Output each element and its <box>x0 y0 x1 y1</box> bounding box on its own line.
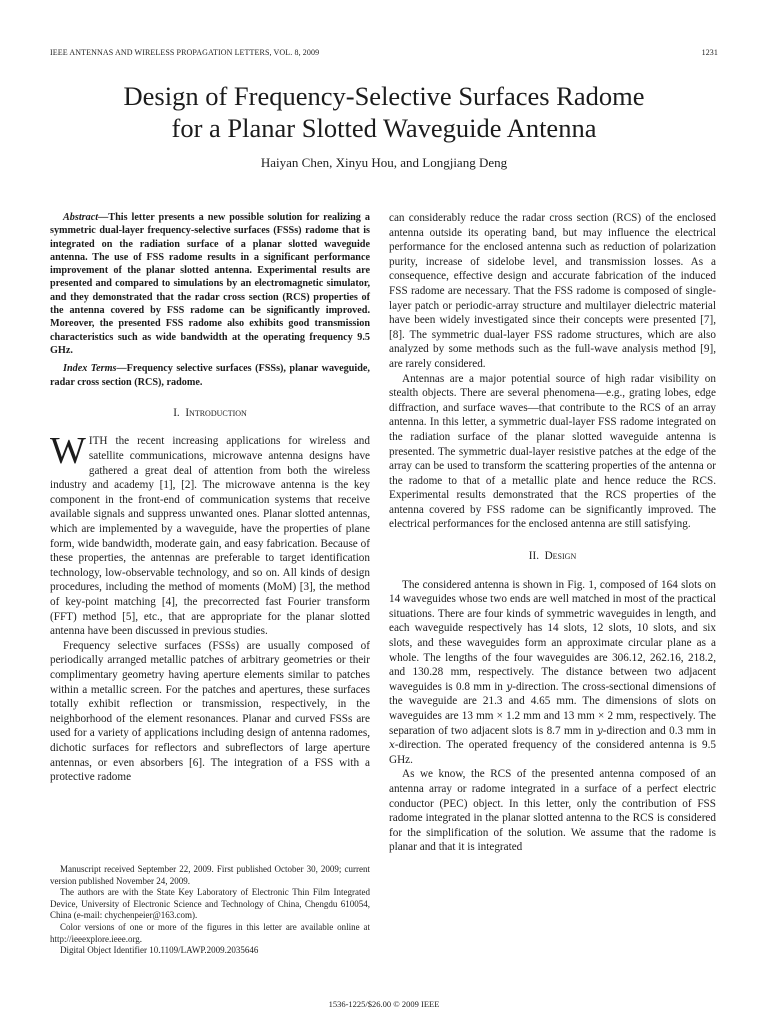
journal-name: IEEE ANTENNAS AND WIRELESS PROPAGATION LETTERS, VOL. 8, 2009 <box>50 48 320 57</box>
index-terms <box>50 362 370 389</box>
math-y: y <box>506 680 513 693</box>
footnotes <box>50 864 370 957</box>
right-column <box>389 211 716 855</box>
design-paragraph-2: As we know, the RCS of the presented antenna composed of an antenna array or radome integrated in a surface of a perfect electric conductor (PEC) object. In this letter, only the contribution of FSS radome integrated in the planar slotted antenna to the RCS is considered for the simplification of the solution. We assume that the radome is planar and that it is integrated <box>389 768 716 854</box>
title-block <box>50 80 718 171</box>
abstract-text: This letter presents a new possible solution for realizing a symmetric dual-layer frequency-selective surfaces (FSSs) radome that is integrated on the radiation surface of a planar slotted waveguide antenna. The use of FSS radome results in a significant performance improvement of the planar slotted antenna. Experimental results are presented and compared to simulations by an electromagnetic simulator, and they demonstrated that the radar cross section (RCS) properties of the antenna covered by FSS radome can be significantly improved. Moreover, the presented FSS radome also exhibits good transmission characteristics such as wide bandwidth at the operating frequency 9.5 GHz. <box>50 212 370 356</box>
title-line-2: for a Planar Slotted Waveguide Antenna <box>171 113 597 143</box>
index-terms-label: Index Terms— <box>63 363 127 375</box>
paper-title <box>50 80 718 144</box>
index-terms-text: Frequency selective surfaces (FSSs), planar waveguide, radar cross section (RCS), radome. <box>50 363 370 388</box>
footnote-color: Color versions of one or more of the figures in this letter are available online at http://ieeexplore.ieee.org. <box>50 921 370 944</box>
section-title: Design <box>544 550 577 563</box>
title-line-1: Design of Frequency-Selective Surfaces Radome <box>123 81 645 111</box>
section-heading-introduction: I. Introduction <box>173 406 247 419</box>
intro-paragraph-1 <box>50 430 370 638</box>
footnote-affiliation: The authors are with the State Key Laboratory of Electronic Thin Film Integrated Device, University of Electronic Science and Technology of China, Chengdu 610054, China (e-mail: chychenpeier@163.com). <box>50 887 370 921</box>
page-number: 1231 <box>701 48 718 57</box>
right-paragraph-1: can considerably reduce the radar cross section (RCS) of the enclosed antenna outside its operating band, but may influence the electrical performance for the enclosed antenna such as reduction of polarization purity, increase of sidelobe level, and transmission losses. As a consequence, effective design and accurate fabrication of the induced FSS radome are necessary. That the FSS radome is composed of single-layer patch or periodic-array structure and multilayer dielectric material have been widely investigated since their concepts were presented [7], [8]. The symmetric dual-layer FSS radome structures, which are also analyzed by some methods such as the full-wave analysis method [9], are rarely considered. <box>389 212 716 370</box>
running-header <box>50 48 718 60</box>
math-y: y <box>596 724 603 737</box>
author-list: Haiyan Chen, Xinyu Hou, and Longjiang Deng <box>260 155 508 170</box>
left-column <box>50 211 370 785</box>
footnote-manuscript: Manuscript received September 22, 2009. First published October 30, 2009; current version published November 24, 2009. <box>50 864 370 886</box>
right-paragraph-2: Antennas are a major potential source of high radar visibility on stealth objects. There are several phenomena—e.g., grating lobes, edge diffraction, and surface waves—that contribute to the RCS of an array antenna. In this letter, a symmetric dual-layer FSS radome integrated on the radiation surface of the planar slotted waveguide antenna is presented. The symmetric dual-layer resistive patches at the edge of the array can be used to transform the scattering properties of the antenna or the radome to that of a metallic plate and hence reduce the RCS. Experimental results demonstrated that the RCS properties of the antenna covered by FSS radome can be significantly improved. The electrical performances for the enclosed antenna are still satisfying. <box>389 372 716 531</box>
intro-text-1: ITH the recent increasing applications for wireless and satellite communications, microwave antenna designs have gathered a great deal of attention from both the wireless industry and academy [1], [2]. The microwave antenna is the key component in the front-end of communication systems that receive available signals and suppress unwanted ones. Planar slotted antennas, which are implemented by a waveguide, have the properties of plane form, wide bandwidth, moderate gain, and easy fabrication. Because of these properties, the antennas are preferable to target identification technology, low-observable technology, and so on. All kinds of design procedures, including the method of moments (MoM) [3], the method of key-point matching [4], the precorrected fast Fourier transform (FFT) method [5], etc., that are appropriate for the planar slotted antenna have been discussed in previous studies. <box>50 435 370 638</box>
design-paragraph-1: The considered antenna is shown in Fig. 1, composed of 164 slots on 14 waveguides whose two ends are well matched in most of the practical situations. There are four kinds of symmetric waveguides in length, and each waveguide respectively has 14 slots, 12 slots, 10 slots, and six slots, and these waveguides form an approximate circular plane as a whole. The lengths of the four waveguides are 306.12, 262.16, 218.2, and 130.28 mm, respectively. The distance between two adjacent waveguides is 0.8 mm in y-direction. The cross-sectional dimensions of the waveguide are 21.3 and 4.65 mm. The dimensions of slots on waveguides are 13 mm × 1.2 mm and 13 mm × 2 mm, respectively. The separation of two adjacent slots is 8.7 mm in y-direction and 0.3 mm in x-direction. The operated frequency of the considered antenna is 9.5 GHz. <box>389 578 716 766</box>
section-title: Introduction <box>185 406 247 419</box>
footnote-doi: Digital Object Identifier 10.1109/LAWP.2009.2035646 <box>60 945 259 956</box>
drop-cap: W <box>50 430 86 473</box>
section-heading-design: II. Design <box>528 550 577 563</box>
abstract-label: Abstract— <box>63 212 109 223</box>
intro-paragraph-2: Frequency selective surfaces (FSSs) are usually composed of periodically arranged metallic patches of arbitrary geometries or their complimentary geometry having aperture elements similar to patches within a metallic screen. For the patches and apertures, these surfaces totally exhibit reflection or transmission, respectively, in the neighborhood of the element resonances. Planar and curved FSSs are used for a variety of applications including design of antenna radomes, dichotic surfaces for reflectors and subreflectors of large aperture antennas, or even absorbers [6]. The integration of a FSS with a protective radome <box>50 639 370 784</box>
math-x: x <box>389 739 395 752</box>
page-footer: 1536-1225/$26.00 © 2009 IEEE <box>328 999 440 1009</box>
abstract <box>50 211 370 357</box>
